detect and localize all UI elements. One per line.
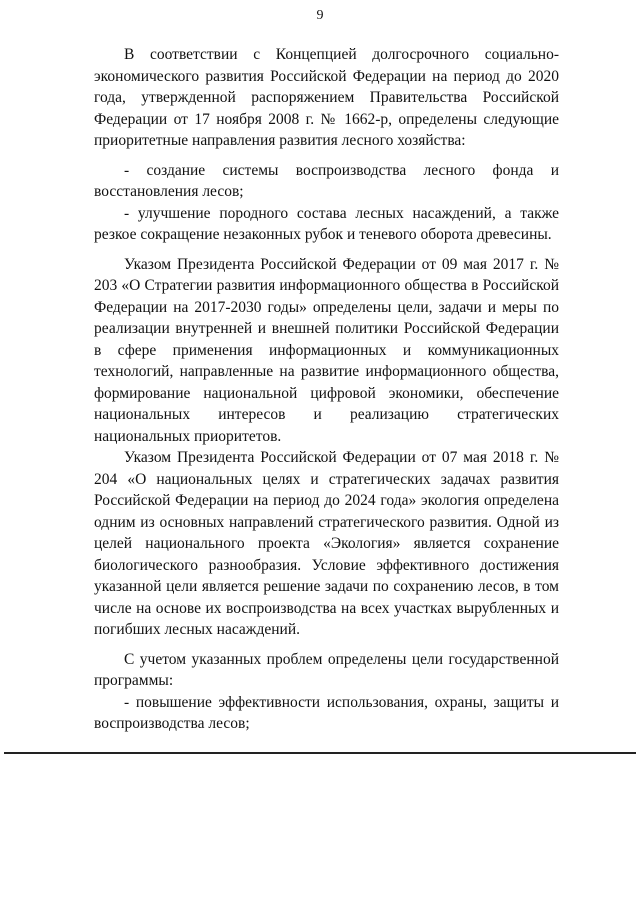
paragraph-decree-204: Указом Президента Российской Федерации от 07 мая 2018 г. № 204 «О национальных целях и стратегических задачах развития Российской Федерации на период до 2024 года» экология определена одним из основных направлений стратегического развития. Одной из целей национального проекта «Экология» является сохранение биологического разнообразия. Условие эффективного достижения указанной цели является решение задачи по сохранению лесов, в том числе на основе их воспроизводства на всех участках вырубленных и погибших лесных насаждений. [94, 449, 559, 638]
list-item-species-composition: - улучшение породного состава лесных насаждений, а также резкое сокращение незаконных рубок и теневого оборота древесины. [94, 204, 559, 243]
paragraph-concept: В соответствии с Концепцией долгосрочного социально-экономического развития Российской Федерации на период до 2020 года, утвержденной распоряжением Правительства Российской Федерации от 17 ноября 2008 г. № 1662-р, определены следующие приоритетные направления развития лесного хозяйства: [94, 46, 559, 149]
list-item-efficiency: - повышение эффективности использования, охраны, защиты и воспроизводства лесов; [94, 693, 559, 732]
paragraph-program-goals: С учетом указанных проблем определены цели государственной программы: [94, 650, 559, 689]
page-number: 9 [316, 8, 324, 23]
paragraph-decree-203: Указом Президента Российской Федерации от 09 мая 2017 г. № 203 «О Стратегии развития информационного общества в Российской Федерации на 2017-2030 годы» определены цели, задачи и меры по реализации внутренней и внешней политики Российской Федерации в сфере применения информационных и коммуникационных технологий, направленные на развитие информационного общества, формирование национальной цифровой экономики, обеспечение национальных интересов и реализацию стратегических национальных приоритетов. [94, 255, 559, 445]
page-bottom-rule [4, 752, 636, 754]
list-item-reproduction-system: - создание системы воспроизводства лесного фонда и восстановления лесов; [94, 161, 559, 200]
document-body [94, 44, 559, 743]
